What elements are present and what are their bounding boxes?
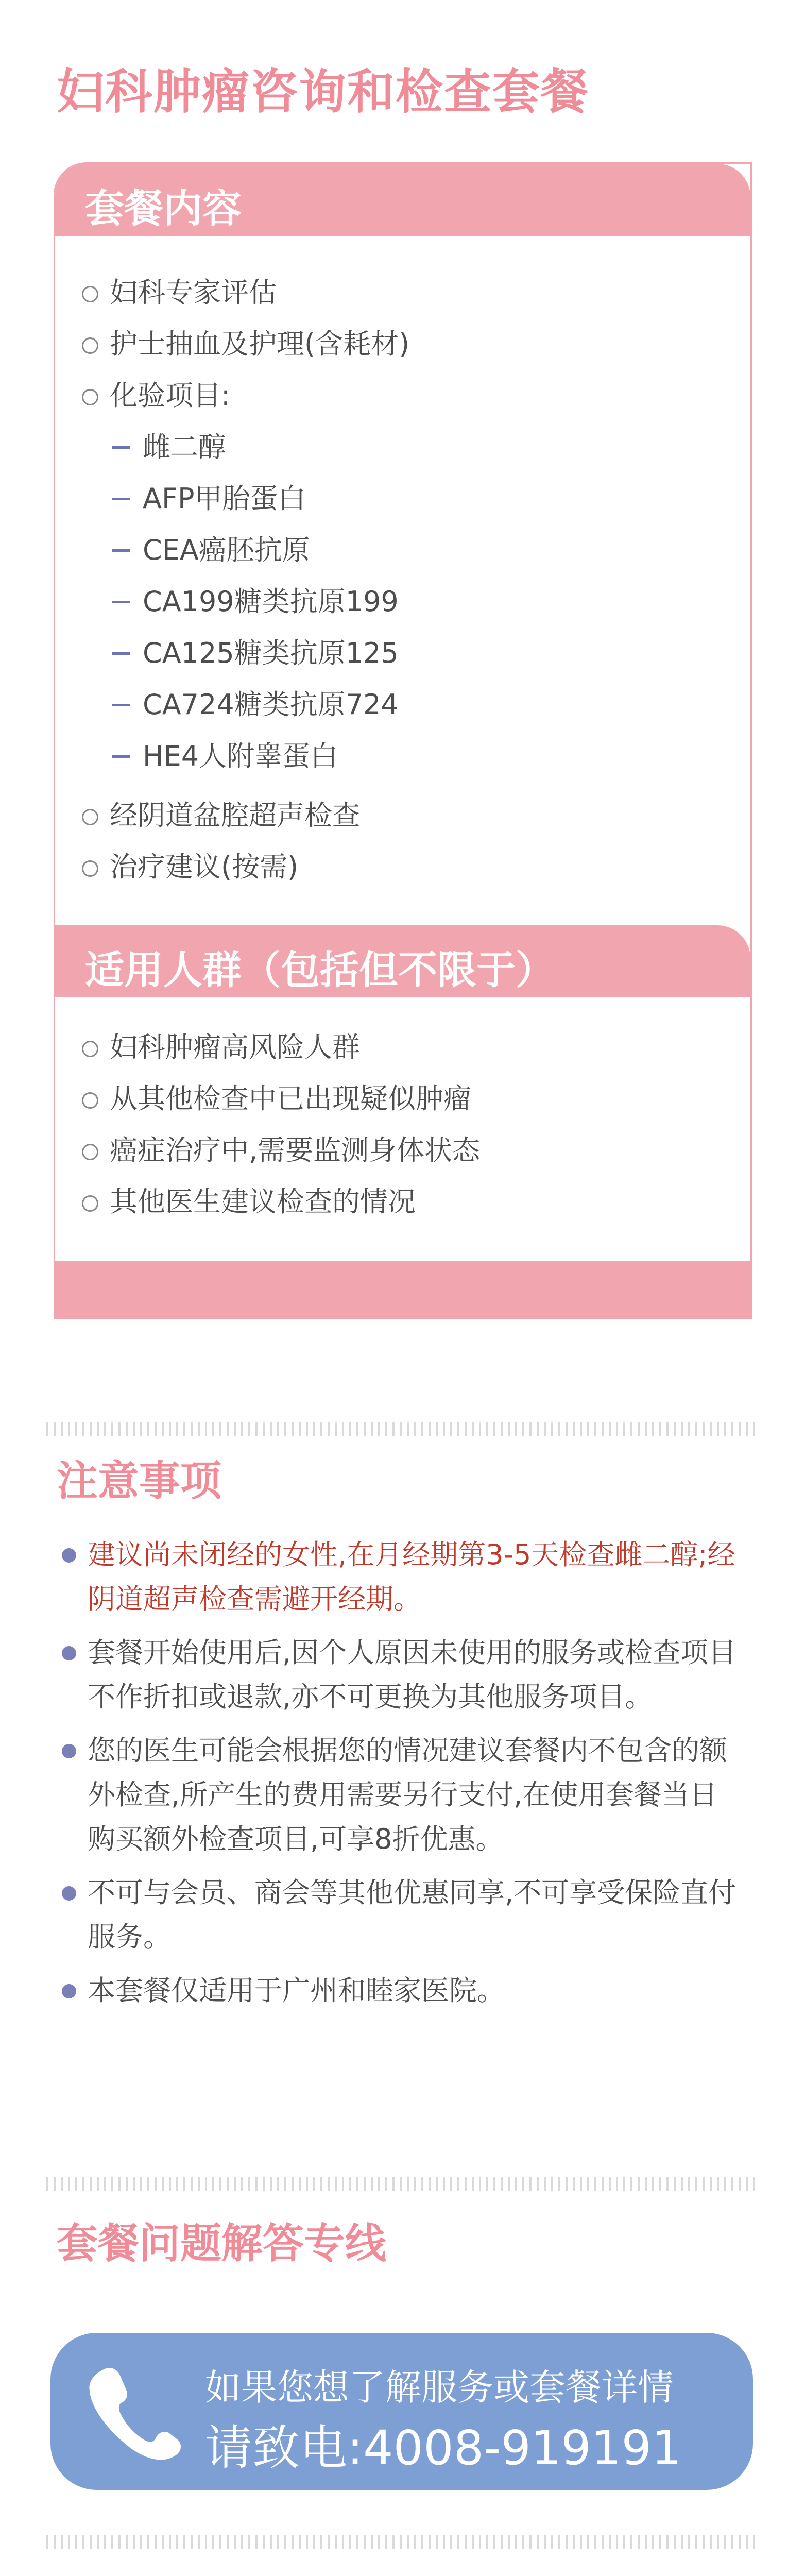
process-title xyxy=(57,2571,304,2576)
dotted-divider xyxy=(46,2535,757,2549)
list-item: 癌症治疗中,需要监测身体状态 xyxy=(81,1125,480,1176)
lab-items xyxy=(112,421,399,782)
audience-items xyxy=(81,1022,480,1228)
hotline-phone-number[interactable]: 请致电:4008-919191 xyxy=(205,2420,682,2476)
circle-bullet-icon xyxy=(82,860,98,877)
list-item: 妇科专家评估 xyxy=(81,267,409,318)
list-item: 其他医生建议检查的情况 xyxy=(81,1176,480,1228)
dash-bullet-icon xyxy=(112,446,130,449)
dash-bullet-icon xyxy=(112,549,130,552)
dot-bullet-icon xyxy=(62,1886,76,1901)
note-item: 不可与会员、商会等其他优惠同享,不可享受保险直付服务。 xyxy=(62,1871,742,1959)
lab-item: CA724糖类抗原724 xyxy=(112,679,399,731)
notes-list xyxy=(62,1533,742,2022)
package-header xyxy=(55,164,750,236)
dot-bullet-icon xyxy=(62,1548,76,1563)
package-card xyxy=(54,162,752,1319)
hotline-line1: 如果您想了解服务或套餐详情 xyxy=(205,2366,674,2409)
dotted-divider xyxy=(46,2177,757,2191)
dotted-divider xyxy=(46,1422,757,1436)
dot-bullet-icon xyxy=(62,1744,76,1758)
note-item: 您的医生可能会根据您的情况建议套餐内不包含的额外检查,所产生的费用需要另行支付,在使用套餐当日购买额外检查项目,可享8折优惠。 xyxy=(62,1728,742,1861)
circle-bullet-icon xyxy=(82,809,98,825)
dash-bullet-icon xyxy=(112,498,130,500)
list-item: 从其他检查中已出现疑似肿瘤 xyxy=(81,1073,480,1125)
note-item: 套餐开始使用后,因个人原因未使用的服务或检查项目不作折扣或退款,亦不可更换为其他服务项目。 xyxy=(62,1631,742,1719)
list-item: 妇科肿瘤高风险人群 xyxy=(81,1022,480,1073)
circle-bullet-icon xyxy=(82,337,98,354)
dot-bullet-icon xyxy=(62,1646,76,1660)
dash-bullet-icon xyxy=(112,704,130,706)
circle-bullet-icon xyxy=(82,286,98,302)
list-item: 化验项目: xyxy=(81,370,409,421)
lab-item: AFP甲胎蛋白 xyxy=(112,473,399,524)
audience-header-title: 适用人群（包括但不限于） xyxy=(85,947,555,993)
list-item: 经阴道盆腔超声检查 xyxy=(81,790,360,841)
dash-bullet-icon xyxy=(112,601,130,603)
audience-header xyxy=(55,925,750,997)
lab-item: CEA癌胚抗原 xyxy=(112,524,399,576)
phone-icon xyxy=(81,2358,184,2466)
package-items-bottom xyxy=(81,790,360,893)
list-item: 护士抽血及护理(含耗材) xyxy=(81,318,409,370)
package-items-top xyxy=(81,267,409,421)
page-title: 妇科肿瘤咨询和检查套餐 xyxy=(57,64,590,120)
circle-bullet-icon xyxy=(82,1195,98,1212)
circle-bullet-icon xyxy=(82,1041,98,1057)
notes-title: 注意事项 xyxy=(57,1457,221,1505)
hotline-banner[interactable] xyxy=(50,2333,753,2490)
card-footer-bar xyxy=(55,1261,750,1317)
circle-bullet-icon xyxy=(82,1092,98,1109)
lab-item: HE4人附睾蛋白 xyxy=(112,731,399,782)
circle-bullet-icon xyxy=(82,1144,98,1160)
hotline-title: 套餐问题解答专线 xyxy=(57,2219,386,2267)
lab-item: CA199糖类抗原199 xyxy=(112,576,399,628)
lab-item: CA125糖类抗原125 xyxy=(112,628,399,679)
dash-bullet-icon xyxy=(112,652,130,655)
list-item: 治疗建议(按需) xyxy=(81,841,360,893)
note-item: 建议尚未闭经的女性,在月经期第3-5天检查雌二醇;经阴道超声检查需避开经期。 xyxy=(62,1533,742,1621)
lab-item: 雌二醇 xyxy=(112,421,399,473)
dash-bullet-icon xyxy=(112,755,130,758)
note-item: 本套餐仅适用于广州和睦家医院。 xyxy=(62,1969,742,2013)
dot-bullet-icon xyxy=(62,1984,76,1998)
package-header-title: 套餐内容 xyxy=(85,185,242,231)
circle-bullet-icon xyxy=(82,389,98,405)
